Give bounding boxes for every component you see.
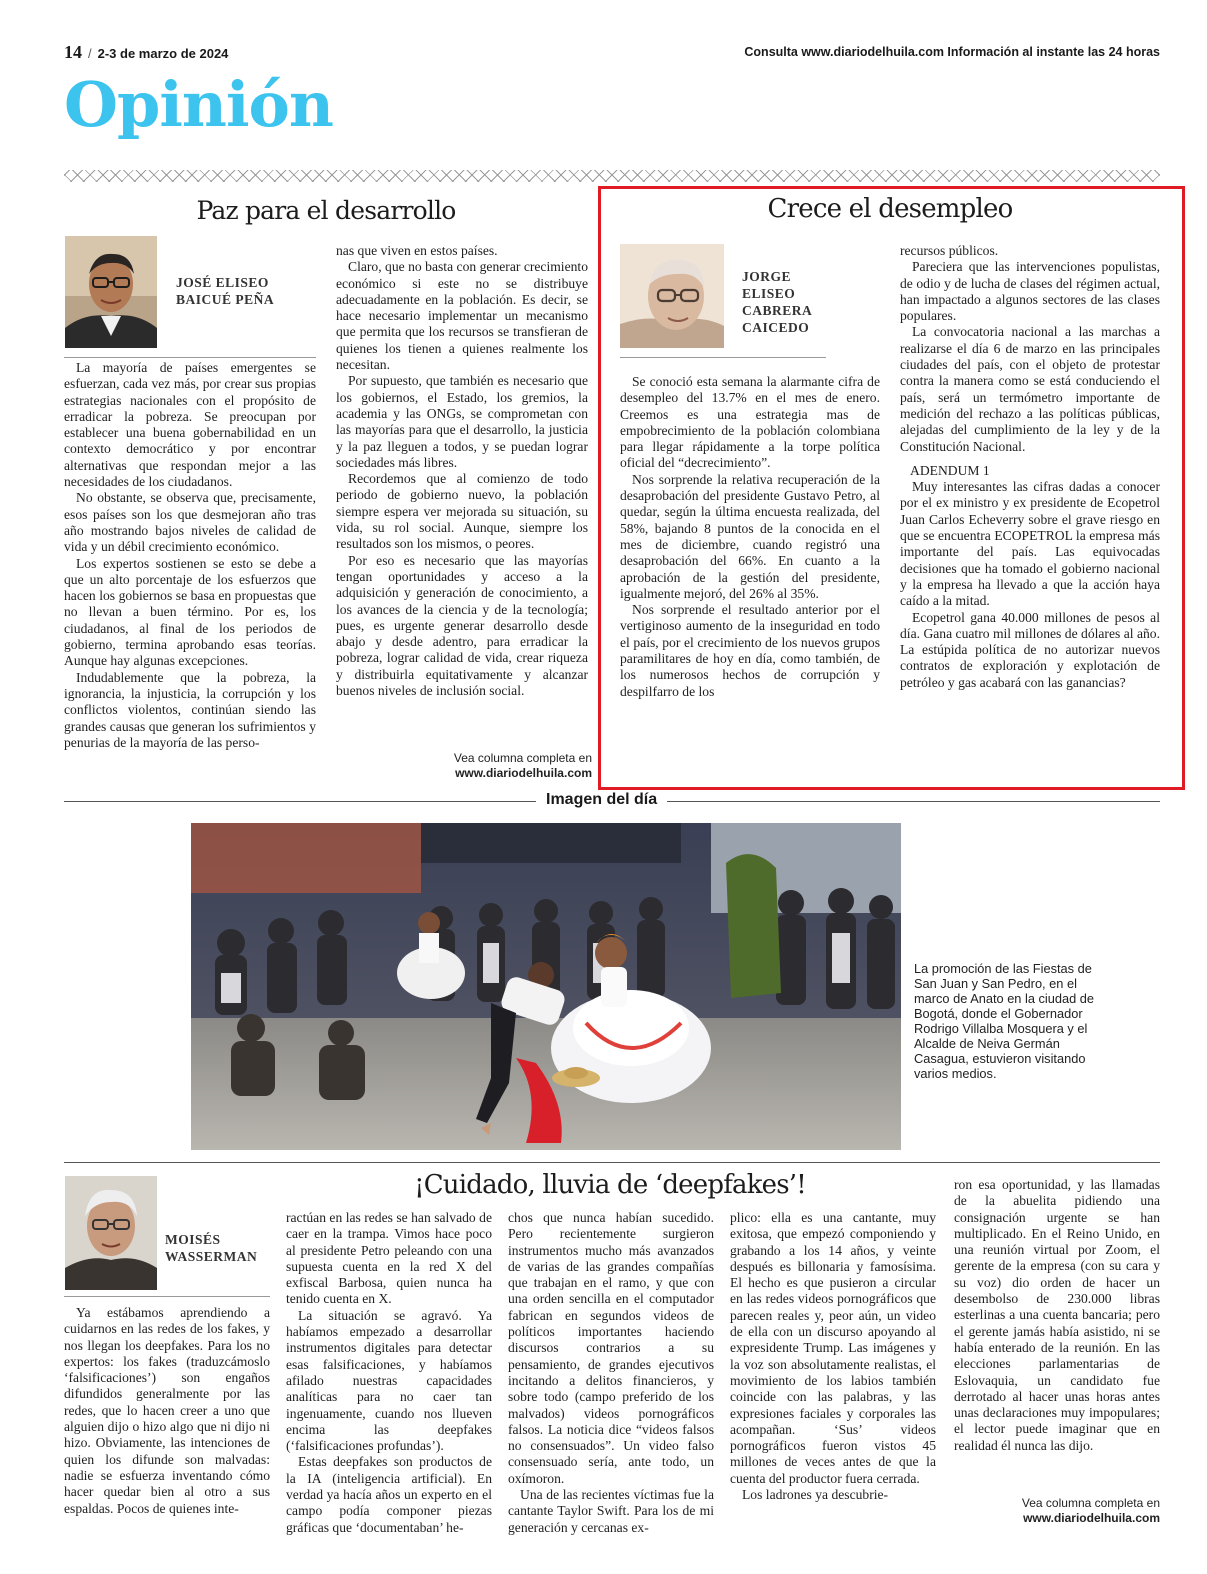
article-column (508, 1210, 714, 1536)
paragraph: La mayoría de países emergentes se esfuerzan, cada vez más, por crear sus propias estrategias nacionales con el propósito de erradicar la pobreza. Se preocupan por establecer una buena gobernabilidad en un contexto democrático y por encontrar alternativas que respondan mejor a las necesidades de los ciudadanos. (64, 360, 316, 490)
article-column (64, 360, 316, 751)
image-caption: La promoción de las Fiestas de San Juan y San Pedro, en el marco de Anato en la ciudad de Bogotá, donde el Gobernador Rodrigo Villalba Mosquera y el Alcalde de Neiva Germán Casagua, estuvieron visitando varios medios. (914, 961, 1094, 1081)
paragraph: ractúan en las redes se han salvado de caer en la trampa. Vimos hace poco al presidente Petro peleando con una supuesta cuenta en la red X del exfiscal Barbosa, quien nunca ha tenido cuenta en X. (286, 1210, 492, 1307)
paragraph: nas que viven en estos países. (336, 243, 498, 258)
read-more-label: Vea columna completa en (453, 751, 592, 765)
page-number: 14 (64, 42, 82, 62)
image-of-day-photo (191, 823, 901, 1150)
article-column (64, 1305, 270, 1517)
paragraph: Pareciera que las intervenciones populistas, de odio y de lucha de clases del régimen actual, han impactado a algunos sectores de las clases populares. (900, 259, 1160, 324)
article-title: ¡Cuidado, lluvia de ‘deepfakes’! (414, 1170, 806, 1200)
read-more-link[interactable]: www.diariodelhuila.com (1023, 1511, 1160, 1525)
addendum-heading: ADENDUM 1 (910, 462, 990, 478)
byline-rule (64, 1296, 270, 1297)
author-photo (65, 236, 157, 348)
article-column (620, 374, 880, 700)
author-photo (620, 244, 724, 348)
header-tagline: Consulta www.diariodelhuila.com Información al instante las 24 horas (744, 45, 1160, 59)
paragraph: recursos públicos. (900, 243, 999, 258)
author-photo (65, 1176, 157, 1290)
read-more-link[interactable]: www.diariodelhuila.com (455, 766, 592, 780)
section-title: Opinión (64, 68, 333, 141)
paragraph: plico: ella es una cantante, muy exitosa, que empezó componiendo y grabando a los 14 años, y veinte después es billonaria y famosísima. El hecho es que pusieron a circular en las redes videos pornográficos que parecen reales y, peor aún, un video de ella con un discurso apoyando al expresidente Trump. Las imágenes y la voz son absolutamente realistas, el movimiento de los labios también coincide con las palabras, y las expresiones faciales y corporales las acompañan. ‘Sus’ videos pornográficos fueron vistos 45 millones de veces antes de que la cuenta del productor fuera cerrada. (730, 1210, 936, 1486)
article-column (336, 243, 588, 699)
paragraph: Ecopetrol gana 40.000 millones de pesos al día. Gana cuatro mil millones de dólares al año. La estúpida política de no autorizar nuevos contratos de exploración y explotación de petróleo y gas acabará con las ganancias? (900, 609, 1160, 690)
article-column (730, 1210, 936, 1503)
author-portrait-icon (65, 236, 157, 348)
image-of-day-title: Imagen del día (536, 791, 667, 809)
paragraph: Nos sorprende la relativa recuperación de la desaprobación del presidente Gustavo Petro, al quedar, según la última encuesta realizada, del 58%, bajando 8 puntos de la conocida en el mes de diciembre, cuando registró una desaprobación del 66%. En cuanto a la aprobación de la gestión del presidente, igualmente mejoró, del 26% al 35%. (620, 471, 880, 601)
paragraph: La convocatoria nacional a las marchas a realizarse el día 6 de marzo en las principales ciudades del país, con el objeto de protestar contra la manera como se está conduciendo el país, será un termómetro importante de medición del rechazo a las políticas públicas, alejadas del cumplimiento de la ley y de la Constitución Nacional. (900, 324, 1160, 454)
author-byline: JOSÉ ELISEO BAICUÉ PEÑA (176, 275, 275, 307)
paragraph: Los ladrones ya descubrie- (742, 1487, 889, 1503)
decorative-divider (64, 170, 1160, 182)
paragraph: ron esa oportunidad, y las llamadas de la abuelita pidiendo una consignación urgente se han multiplicado. En el Reino Unido, en una reunión virtual por Zoom, el gerente de la empresa (con su cara y su voz) dio orden de hacer un desembolso de 230.000 libras esterlinas a una cuenta bancaria; pero el gerente jamás había asistido, ni se había enterado de la reunión. En las elecciones parlamentarias de Eslovaquia, un candidato fue derrotado al hacer unas horas antes unas declaraciones muy impopulares; el lector puede imaginar que en realidad él nunca las dijo. (954, 1177, 1160, 1453)
byline-rule (64, 357, 316, 358)
section-rule (64, 1162, 1160, 1163)
article-column (286, 1210, 492, 1536)
paragraph: chos que nunca habían sucedido. Pero recientemente surgieron instrumentos mucho más avanzados de varias de las grandes compañías que trabajan en el ramo, y que con una orden sencilla en el computador fabrican en segundos videos de políticos importantes haciendo discursos contrarios a su pensamiento, de grandes ejecutivos incitando a delitos financieros, y sobre todo (campo preferido de los malvados) videos pornográficos falsos. La noticia dice “videos falsos no consensuados”. Un video falso consensuado sería, ante todo, un oxímoron. (508, 1210, 714, 1486)
folio-separator: / (88, 46, 92, 61)
paragraph: Muy interesantes las cifras dadas a conocer por el ex ministro y ex presidente de Ecopetrol Juan Carlos Echeverry sobre el grave riesgo en que se encuentra ECOPETROL la empresa más importante del país. Las equivocadas decisiones que ha tomado el gobierno nacional y la empresa ha llevado a que la acción haya caído a la mitad. (900, 479, 1160, 609)
paragraph: No obstante, se observa que, precisamente, esos países son los que desmejoran año tras año mostrando bajos niveles de calidad de vida y un débil crecimiento económico. (64, 490, 316, 555)
paragraph: Estas deepfakes son productos de la IA (inteligencia artificial). En verdad ya hacía años un experto en el campo podía componer piezas gráficas que ‘documentaban’ he- (286, 1454, 492, 1535)
paragraph: Ya estábamos aprendiendo a cuidarnos en las redes de los fakes, y nos llegan los deepfakes. Para los no expertos: los fakes (traduzcámoslo ‘falsificaciones’) son engaños difundidos generalmente por las redes, que lo hacen creer a uno que alguien dijo o hizo algo que ni dijo ni hizo. Obviamente, las intenciones de quien los difunde son malvadas: nadie se esfuerza inventando cómo hacer quedar bien al otro a sus espaldas. Pocos de quienes inte- (64, 1305, 270, 1516)
dance-photo-icon (191, 823, 901, 1150)
article-title: Paz para el desarrollo (196, 196, 456, 225)
author-byline: JORGE ELISEO CABRERA CAICEDO (742, 269, 812, 335)
author-byline: MOISÉS WASSERMAN (165, 1232, 258, 1264)
paragraph: Por supuesto, que también es necesario que los gobiernos, el Estado, los gremios, la academia y las ONGs, se comprometan con las mayorías para que el desarrollo, la justicia y la paz lleguen a todos, y se puedan lograr sociedades más libres. (336, 373, 588, 470)
article-column (954, 1177, 1160, 1454)
paragraph: Los expertos sostienen se esto se debe a que un alto porcentaje de los esfuerzos que hacen los gobiernos se basa en propuestas que no llevan a buen término. Por es, los ciudadanos, al final de los periodos de gobierno, termina aprobando esas teorías. Aunque hay algunas excepciones. (64, 555, 316, 669)
article-column (900, 243, 1160, 691)
article-title: Crece el desempleo (767, 194, 1013, 224)
folio (64, 42, 228, 63)
read-more[interactable] (954, 1496, 1160, 1526)
paragraph: Indudablemente que la pobreza, la ignorancia, la injusticia, la corrupción y los conflictos violentos, continúan siendo las grandes causas que generan los sufrimientos y penurias de la mayoría de las perso- (64, 669, 316, 750)
paragraph: Recordemos que al comienzo de todo periodo de gobierno nuevo, la población siempre espera ver mejorada su situación, su vida, su rol social. Aunque, siempre los resultados son los mismos, o peores. (336, 471, 588, 552)
read-more-label: Vea columna completa en (1021, 1496, 1160, 1510)
paragraph: La situación se agravó. Ya habíamos empezado a desarrollar instrumentos digitales para detectar esas falsificaciones, y habíamos afilado nuestras capacidades analíticas para no caer tan ingenuamente, cuando nos llueven encima las deepfakes (‘falsificaciones profundas’). (286, 1307, 492, 1454)
byline-rule (620, 357, 826, 358)
author-portrait-icon (620, 244, 724, 348)
read-more[interactable] (336, 751, 592, 781)
paragraph: Se conoció esta semana la alarmante cifra de desempleo del 13.7% en el mes de enero. Creemos es una estrategia mas de empobrecimiento de la población colombiana para llegar rápidamente a la torpe política oficial del “decrecimiento”. (620, 374, 880, 471)
paragraph: Una de las recientes víctimas fue la cantante Taylor Swift. Para los de mi generación y cercanas ex- (508, 1487, 714, 1535)
author-portrait-icon (65, 1176, 157, 1290)
paragraph: Por eso es necesario que las mayorías tengan oportunidades y acceso a la adquisición y generación de conocimiento, a los avances de la ciencia y de la tecnología; pues, es urgente generar desarrollo desde abajo y desde adentro, para erradicar la pobreza, lograr calidad de vida, crear riqueza y distribuirla equitativamente y alcanzar buenos niveles de inclusión social. (336, 552, 588, 699)
issue-date: 2-3 de marzo de 2024 (97, 46, 229, 61)
paragraph: Claro, que no basta con generar crecimiento económico si este no se distribuye adecuadamente en la población. Es decir, se hace necesario implementar un mecanismo que permita que los recursos se transfieran de quienes los tienen a quienes realmente los necesitan. (336, 259, 588, 373)
paragraph: Nos sorprende el resultado anterior por el vertiginoso aumento de la inseguridad en todo el país, por el crecimiento de los nuevos grupos paramilitares de hoy en día, como también, de los numerosos hechos de corrupción y despilfarro de los (620, 602, 880, 699)
